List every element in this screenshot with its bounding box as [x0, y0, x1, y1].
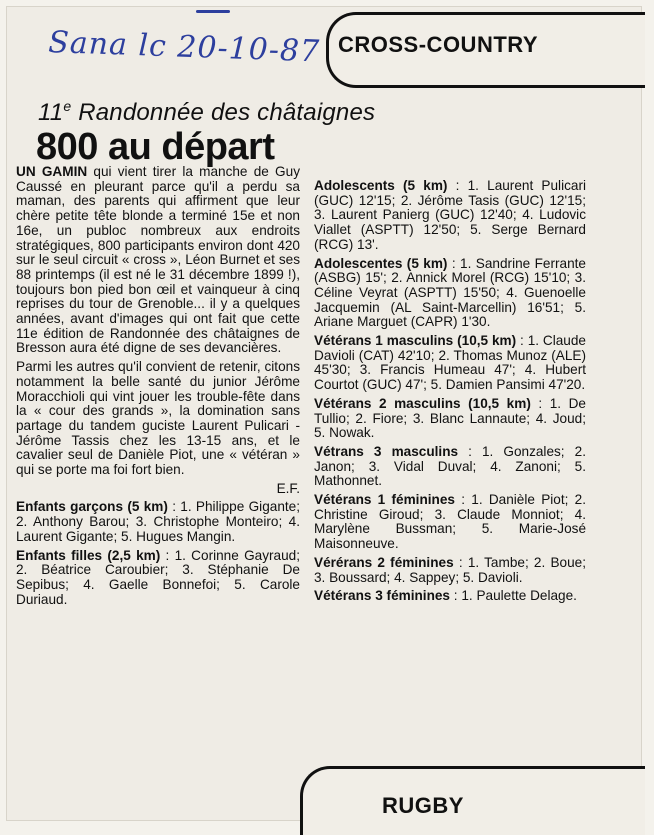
handwritten-dash — [196, 10, 230, 13]
result-entry: Enfants filles (2,5 km) : 1. Corinne Gayraud; 2. Béatrice Caroubier; 3. Stéphanie De Sepibus; 4. Gaelle Bonnefoi; 5. Carole Duriaud. — [16, 547, 300, 607]
article-column-left — [16, 165, 300, 611]
result-entry: Vérérans 2 féminines : 1. Tambe; 2. Boue; 3. Boussard; 4. Sappey; 5. Davioli. — [314, 554, 586, 585]
lead-word: UN GAMIN — [16, 164, 88, 179]
result-entry: Adolescents (5 km) : 1. Laurent Pulicari (GUC) 12'15; 2. Jérôme Tasis (GUC) 12'15; 3. Laurent Panierg (GUC) 12'40; 4. Ludovic Viallet (ASPTT) 12'50; 5. Serge Bernard (RCG) 13'. — [314, 178, 586, 252]
next-section-label: RUGBY — [382, 793, 464, 818]
section-label: CROSS-COUNTRY — [338, 32, 539, 57]
next-section-banner — [300, 766, 645, 835]
article-paragraph: UN GAMIN qui vient tirer la manche de Guy Caussé en pleurant parce qu'il a perdu sa maman, des parents qui affirment que leur chère petite tête blonde a terminé 15e et non 16e, un publoc nombreux aux endroits stratégiques, 800 participants environ dont 420 sur le seul circuit « cross », Léon Burnet et ses 88 printemps (il est né le 31 décembre 1899 !), toujours bon pied bon œil et vainqueur à cinq reprises du tour de Grenoble... il y a quelques années, avant d'images qui ont fait que cette 11e édition de Randonnée des châtaignes de Bresson aura été digne de ses devancières. — [16, 164, 300, 356]
result-entry: Vétrans 3 masculins : 1. Gonzales; 2. Janon; 3. Vidal Duval; 4. Zanoni; 5. Mathonnet. — [314, 443, 586, 489]
article-headline: 800 au départ — [36, 126, 275, 168]
article-kicker: 11e Randonnée des châtaignes — [38, 98, 376, 126]
result-entry: Vétérans 2 masculins (10,5 km) : 1. De Tullio; 2. Fiore; 3. Blanc Lannaute; 4. Joud; 5. Nowak. — [314, 395, 586, 441]
article-paragraph: Parmi les autres qu'il convient de retenir, citons notamment la belle santé du junior Jérôme Moracchioli qui vint jouer les trouble-fête dans la « cour des grands », la domination sans partage du tandem guciste Laurent Pulicari - Jérôme Tassis chez les 13-15 ans, et le cavalier seul de Danièle Piot, une « vétéran » qui se porte ma foi fort bien. — [16, 359, 300, 478]
result-entry: Adolescentes (5 km) : 1. Sandrine Ferrante (ASBG) 15'; 2. Annick Morel (RCG) 15'10; 3. Céline Veyrat (ASPTT) 15'50; 4. Guenoelle Jacquemin (AL Saint-Marcellin) 16'51; 5. Ariane Marguet (CAPR) 1'30. — [314, 255, 586, 330]
author-initials: E.F. — [276, 480, 300, 496]
result-entry: Vétérans 1 féminines : 1. Danièle Piot; 2. Christine Giroud; 3. Claude Monniot; 4. Marylène Bussman; 5. Marie-José Maisonneuve. — [314, 492, 587, 552]
result-entry: Vétérans 1 masculins (10,5 km) : 1. Claude Davioli (CAT) 42'10; 2. Thomas Munoz (ALE) 45'30; 3. Francis Humeau 47'; 4. Hubert Courtot (GUC) 47'; 5. Damien Pansimi 47'20. — [314, 333, 586, 393]
handwritten-annotation: Sana lc 20-10-87 — [47, 24, 321, 70]
article-column-right — [314, 179, 586, 608]
result-entry: Enfants garçons (5 km) : 1. Philippe Gigante; 2. Anthony Barou; 3. Christophe Monteiro; 4. Laurent Gigante; 5. Hugues Mangin. — [16, 499, 300, 544]
result-entry: Vétérans 3 féminines : 1. Paulette Delage. — [314, 588, 577, 604]
